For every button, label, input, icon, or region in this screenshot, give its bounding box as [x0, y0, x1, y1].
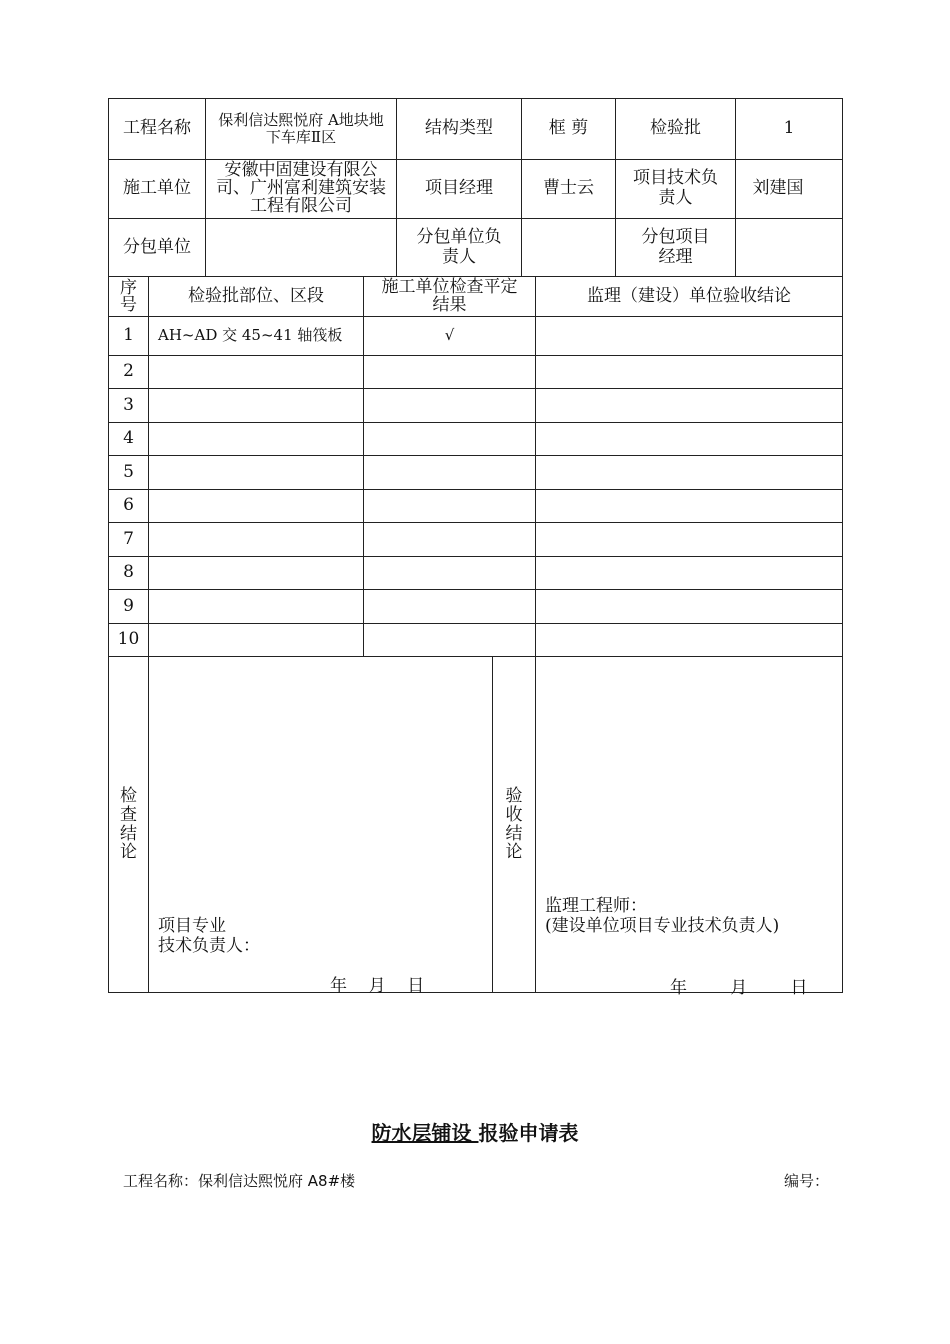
- row-location: [149, 389, 363, 422]
- sub-lead-value: [522, 219, 615, 276]
- next-form-project-line: 工程名称：保利信达熙悦府 A8#楼: [123, 1172, 356, 1190]
- row-result: [364, 624, 535, 656]
- row-result: [364, 356, 535, 388]
- row-number: 6: [123, 495, 134, 516]
- row-conclusion: [536, 523, 842, 556]
- row-result: [364, 557, 535, 589]
- next-form-title-part1: 防水层铺设: [371, 1121, 479, 1145]
- project-name-label: 工程名称: [123, 118, 191, 139]
- check-conclusion-char: 查: [120, 804, 137, 825]
- row-number: 10: [117, 629, 140, 650]
- project-manager-label: 项目经理: [425, 178, 493, 199]
- row-result: [364, 389, 535, 422]
- structure-type-value: 框 剪: [548, 118, 589, 139]
- project-manager-value: 曹士云: [543, 178, 594, 199]
- row-number: 3: [123, 394, 134, 415]
- row-number: 2: [123, 361, 134, 382]
- row-result: [364, 456, 535, 489]
- row-conclusion: [536, 456, 842, 489]
- seq-header: 序号: [120, 277, 137, 315]
- row-conclusion: [536, 317, 842, 355]
- row-location: [149, 523, 363, 556]
- check-signer-line1: 项目专业: [158, 916, 226, 936]
- accept-signer-line2: (建设单位项目专业技术负责人): [545, 916, 780, 936]
- row-number: 1: [123, 325, 134, 346]
- row-result: √: [444, 326, 455, 345]
- row-number: 9: [123, 595, 134, 616]
- accept-conclusion-char: 收: [505, 804, 523, 825]
- row-conclusion: [536, 624, 842, 656]
- row-number: 5: [123, 461, 134, 482]
- next-form-title: [0, 1117, 950, 1146]
- check-conclusion-char: 论: [120, 842, 137, 863]
- row-result: [364, 590, 535, 623]
- check-conclusion-char: 检: [120, 786, 137, 807]
- row-conclusion: [536, 423, 842, 455]
- row-number: 8: [123, 562, 134, 583]
- sub-lead-label: 分包单位负责人: [416, 226, 502, 267]
- tech-lead-value: 刘建国: [752, 178, 804, 199]
- row-conclusion: [536, 389, 842, 422]
- row-result: [364, 423, 535, 455]
- location-header: 检验批部位、区段: [188, 285, 324, 306]
- inspection-lot-label: 检验批: [650, 118, 701, 139]
- row-conclusion: [536, 356, 842, 388]
- row-number: 4: [123, 428, 134, 449]
- subcontractor-label: 分包单位: [123, 236, 191, 257]
- next-form-title-part2: 报验申请表: [478, 1121, 579, 1145]
- check-conclusion-char: 结: [120, 823, 137, 844]
- inspection-lot-value: 1: [783, 118, 795, 139]
- next-form-number-label: 编号：: [784, 1172, 830, 1190]
- sub-manager-label: 分包项目经理: [641, 226, 710, 267]
- row-location: [149, 590, 363, 623]
- table-rule: [108, 656, 843, 657]
- construction-unit-label: 施工单位: [123, 178, 191, 199]
- tech-lead-label: 项目技术负责人: [633, 168, 718, 208]
- structure-type-label: 结构类型: [425, 118, 493, 139]
- row-location: [149, 557, 363, 589]
- accept-date: 年 月 日: [670, 978, 808, 998]
- accept-conclusion-char: 论: [505, 842, 523, 863]
- row-conclusion: [536, 590, 842, 623]
- construction-unit-value: 安徽中固建设有限公司、广州富利建筑安装工程有限公司: [216, 160, 386, 216]
- sub-manager-value: [736, 219, 842, 276]
- accept-conclusion-char: 结: [505, 823, 523, 844]
- row-result: [364, 490, 535, 522]
- check-signer-line2: 技术负责人：: [158, 936, 260, 956]
- accept-conclusion-char: 验: [505, 786, 523, 807]
- row-location: [149, 490, 363, 522]
- row-result: [364, 523, 535, 556]
- accept-signer-line1: 监理工程师：: [545, 896, 647, 916]
- row-location: [149, 356, 363, 388]
- accept-conclusion-label: [493, 657, 535, 992]
- row-conclusion: [536, 490, 842, 522]
- table-border-right: [842, 98, 843, 993]
- row-number: 7: [123, 528, 134, 549]
- row-location: [149, 423, 363, 455]
- row-location: [149, 624, 363, 656]
- check-conclusion-label: [109, 657, 148, 992]
- project-name-value: 保利信达熙悦府 A地块地下车库Ⅱ区: [218, 110, 384, 146]
- check-date: 年 月 日: [330, 976, 425, 996]
- subcontractor-value: [206, 219, 396, 276]
- check-result-header: 施工单位检查平定结果: [381, 276, 518, 315]
- row-location: [149, 456, 363, 489]
- row-conclusion: [536, 557, 842, 589]
- row-location: AH~AD 交 45~41 轴筏板: [158, 326, 343, 345]
- supervisor-conclusion-header: 监理（建设）单位验收结论: [587, 285, 791, 306]
